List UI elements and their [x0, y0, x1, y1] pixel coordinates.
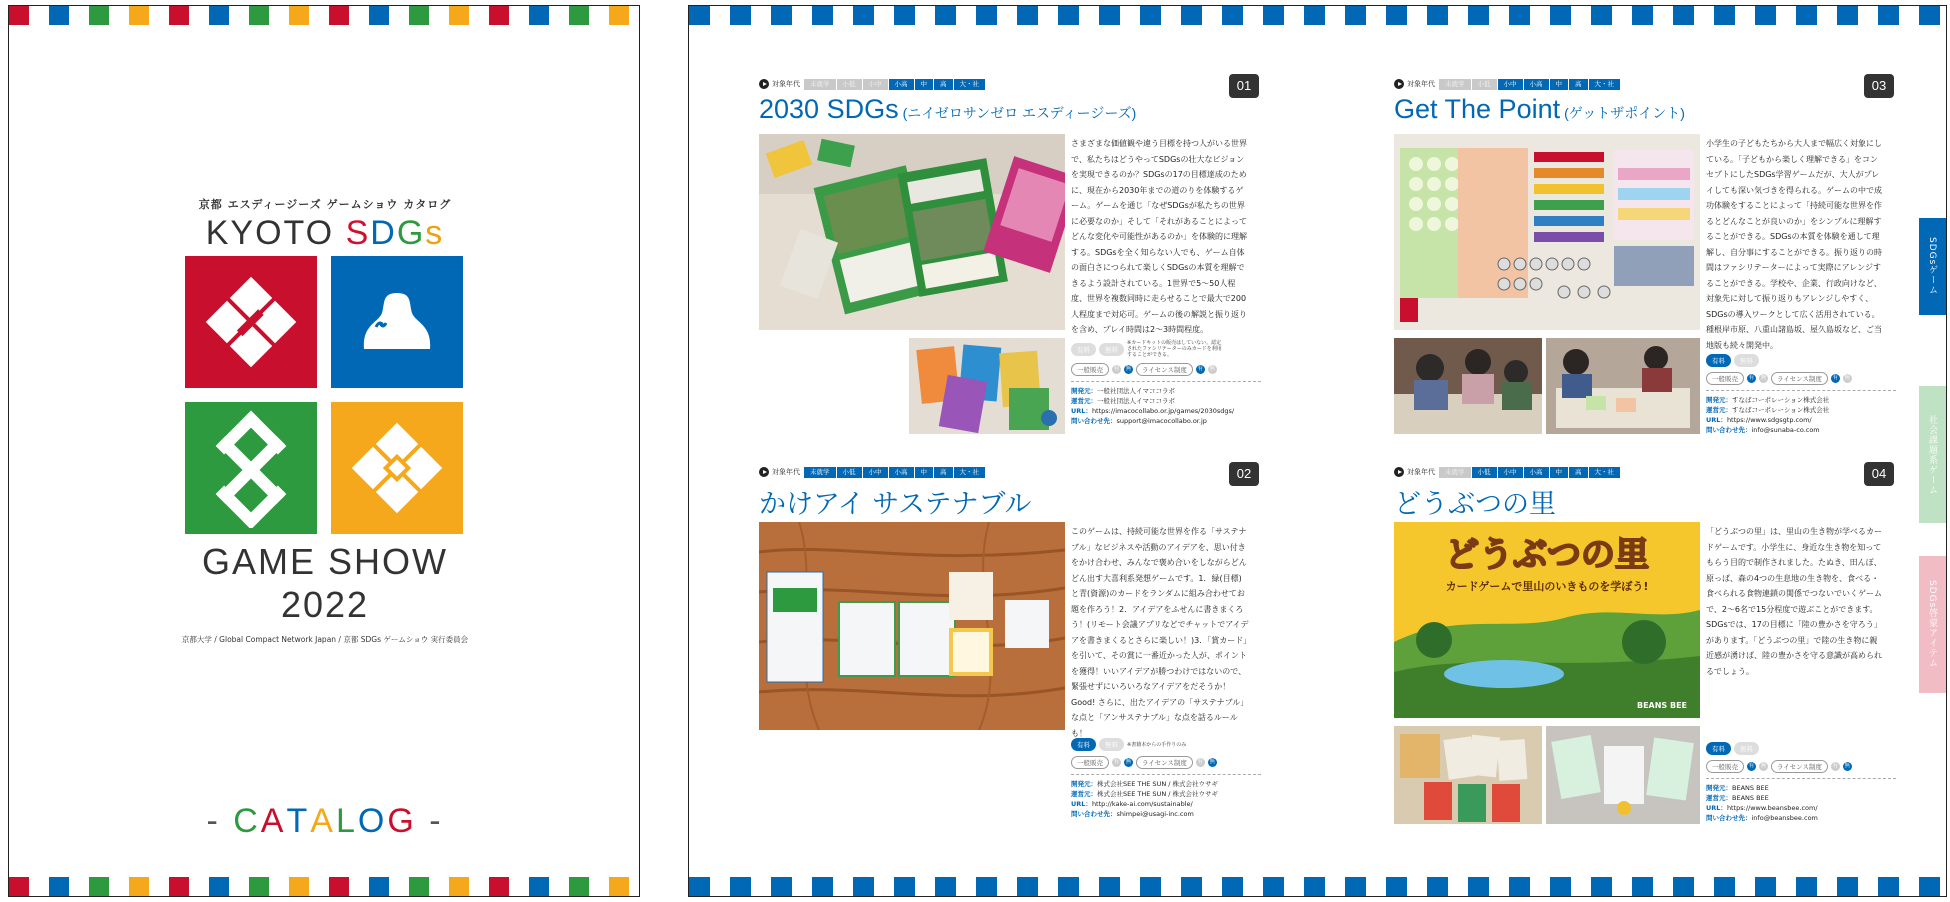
- entry-title: [759, 94, 1136, 125]
- availability-dot: 有: [1113, 366, 1120, 372]
- age-cell: 未就学: [804, 79, 837, 90]
- entry-title-ruby: (ニイゼロサンゼロ エスディージーズ): [902, 105, 1137, 121]
- spread-bottom-stripe: [689, 877, 1946, 896]
- license-dot: 無: [1209, 366, 1216, 372]
- url-key: URL：: [1071, 800, 1092, 808]
- card-deck-on-wood-photo: [759, 522, 1065, 730]
- players-photo-left: [1394, 338, 1542, 434]
- age-cell: 小中: [1498, 79, 1524, 90]
- developer-key: 開発元：: [1071, 780, 1097, 788]
- availability-dot: 無: [1125, 759, 1132, 765]
- license-dot: 有: [1197, 366, 1204, 372]
- availability-dot: 有: [1113, 759, 1120, 765]
- contact-key: 問い合わせ先：: [1706, 814, 1752, 822]
- game-entry-03: [1394, 78, 1894, 448]
- entry-description: 小学生の子どもたちから大人まで幅広く対象にしている。「子どもから楽しく理解できる」をコンセプトにしたSDGs学習ゲームだが、大人がプレイしても深い気づきを得られる。ゲームの中で成功体験をすることによって「持続可能な世界を作るとどんなことが良いのか」をシンプルに理解することができる。SDGsの本質を体験を通して理解し、自分事にすることができる。振り返りの時間はファシリテーターによって実際にアレンジすることができる。学校や、企業、行政向けなど、対象先に対して振り返りもアレンジしやすく、SDGsの導入ワークとして広く活用されている。種根岸市原、八重山諸島坂、屋久島坂など、ご当地版も続々開発中。: [1706, 139, 1882, 350]
- paid-badge: 有料: [1706, 354, 1731, 367]
- entry-title-text: どうぶつの里: [1394, 489, 1556, 519]
- license-dot: 有: [1832, 763, 1839, 769]
- box-art-brand: BEANS BEE: [1636, 701, 1688, 710]
- general-sale-badge: 一般販売: [1071, 363, 1109, 376]
- availability-dot: 無: [1125, 366, 1132, 372]
- developer-value: 一般社団法人イマココラボ: [1097, 387, 1175, 395]
- age-range-bar: [1394, 78, 1621, 90]
- age-range-bar: [1394, 466, 1621, 478]
- age-cell: 小低: [1472, 79, 1498, 90]
- url-link[interactable]: http://kake-ai.com/sustainable/: [1091, 800, 1193, 808]
- contact-email[interactable]: support@imacocollabo.or.jp: [1116, 417, 1207, 425]
- side-tab-sdgs-games[interactable]: SDGsゲーム: [1919, 218, 1946, 315]
- entry-note: ※書籍本からの手作りのみ: [1127, 741, 1187, 748]
- game-photo-cards-on-table: [759, 134, 1065, 330]
- catalog-dash: -: [429, 802, 444, 840]
- age-cell: 小低: [1472, 467, 1498, 478]
- cover-catalog-word: [9, 802, 640, 841]
- operator-value: 一般社団法人イマココラボ: [1097, 397, 1175, 405]
- age-cell: 小中: [863, 467, 889, 478]
- general-sale-badge: 一般販売: [1706, 760, 1744, 773]
- box-art-subtitle: カードゲームで里山のいきものを学ぼう!: [1445, 580, 1649, 593]
- license-dot: 無: [1209, 759, 1216, 765]
- catalog-letter: T: [286, 802, 311, 840]
- developer-key: 開発元：: [1071, 387, 1097, 395]
- entry-number-badge: 01: [1229, 74, 1259, 98]
- age-cell: 中: [1550, 467, 1570, 478]
- cover-year: 2022: [280, 584, 370, 625]
- sdgs-logo-tiles: [185, 256, 463, 534]
- cover-title-letter: G: [396, 214, 426, 252]
- age-cell: 高: [934, 467, 954, 478]
- cover-bottom-stripe: [9, 877, 639, 896]
- info-divider: [1706, 778, 1896, 779]
- cards-photo-left: [1394, 726, 1542, 824]
- license-dot: 無: [1844, 763, 1851, 769]
- age-cell: 大・社: [1589, 79, 1622, 90]
- contact-key: 問い合わせ先：: [1071, 810, 1117, 818]
- developer-value: BEANS BEE: [1732, 784, 1769, 792]
- age-cell: 小中: [1498, 467, 1524, 478]
- entry-info-block: [1071, 738, 1261, 819]
- cover-title-prefix: KYOTO: [205, 214, 346, 252]
- age-cell: 高: [1569, 467, 1589, 478]
- catalog-letter: G: [387, 802, 417, 840]
- entry-title-text: Get The Point: [1394, 94, 1561, 124]
- operator-key: 運営元：: [1706, 406, 1732, 414]
- age-cell: 高: [934, 79, 954, 90]
- license-badge: ライセンス制度: [1136, 756, 1193, 769]
- cards-photo-right: [1546, 726, 1700, 824]
- developer-key: 開発元：: [1706, 784, 1732, 792]
- entry-description: このゲームは、持続可能な世界を作る「サステナブル」なビジネスや活動のアイデアを、思い付きをかけ合わせ、みんなで褒め合いをしながらどんどん出す大喜利系発想ゲームです。1．緑(目標)と青(資源)のカードをランダムに組み合わせてお題を作ろう！2．アイデアをふせんに書きまくろう！(リモート会議アプリなどでチャットでアイデアを書きまくるとさらに楽しい！)3．「賞カード」を引いて、その賞に一番近かった人が、ポイントを獲得！いいアイデアが勝つわけではないので、緊張せずにいろいろなアイデアをだそうか！Good! さらに、出たアイデアの「サステナブル」な点と「アンサステナブル」な点を話るルールも！: [1071, 527, 1249, 738]
- availability-dot: 有: [1748, 375, 1755, 381]
- cover-game-show: GAME SHOW: [201, 541, 448, 582]
- age-cell: 大・社: [1589, 467, 1622, 478]
- catalog-cover-page: [8, 5, 640, 897]
- entry-title-text: 2030 SDGs: [759, 94, 899, 124]
- operator-value: BEANS BEE: [1732, 794, 1769, 802]
- green-lattice-tile-icon: [185, 402, 317, 534]
- license-dot: 有: [1197, 759, 1204, 765]
- spread-top-stripe: [689, 6, 1946, 25]
- age-label: 対象年代: [1407, 468, 1435, 476]
- cover-top-stripe: [9, 6, 639, 25]
- age-cell: 小高: [889, 79, 915, 90]
- entry-number-badge: 04: [1864, 462, 1894, 486]
- license-dot: 有: [1832, 375, 1839, 381]
- entry-number-badge: 03: [1864, 74, 1894, 98]
- availability-dot: 無: [1760, 375, 1767, 381]
- box-art-title: どうぶつの里: [1445, 535, 1649, 575]
- entry-description: 「どうぶつの里」は、里山の生き物が学べるカードゲームです。小学生に、身近な生き物を知ってもらう目的で制作されました。たぬき、田んぼ、原っぱ、森の4つの生息地の生き物を、食べる・食べられる食物連鎖の関係でつないでいくゲームで、2〜6名で15分程度で遊ぶことができます。SDGsでは、17の目標に「陸の豊かさを守ろう」があります。「どうぶつの里」で陸の生き物に親近感が湧けば、陸の豊かさを守る意識が高められるでしょう。: [1706, 527, 1882, 676]
- free-badge: 無料: [1099, 738, 1124, 751]
- game-box-art: [1394, 522, 1700, 718]
- age-cell: 小高: [1524, 79, 1550, 90]
- info-divider: [1071, 381, 1261, 382]
- age-cell: 小高: [1524, 467, 1550, 478]
- age-cell: 大・社: [954, 467, 987, 478]
- side-tab-sdgs-items[interactable]: SDGs啓蒙アイテム: [1919, 556, 1946, 693]
- game-photo-card-spread: [909, 338, 1065, 434]
- entry-info-block: [1071, 340, 1261, 426]
- catalog-letter: A: [260, 802, 287, 840]
- age-cell: 中: [915, 79, 935, 90]
- contact-email[interactable]: shimpei@usagi-inc.com: [1116, 810, 1194, 818]
- entry-title: [1394, 94, 1685, 125]
- cover-organizers: 京都大学 / Global Compact Network Japan / 京都 SDGs ゲームショウ 実行委員会: [181, 635, 469, 644]
- age-label: 対象年代: [772, 80, 800, 88]
- developer-value: 株式会社SEE THE SUN / 株式会社ウサギ: [1097, 780, 1219, 788]
- entry-info-block: [1706, 354, 1896, 435]
- players-photo-right: [1546, 338, 1700, 434]
- yellow-diamond-tile-icon: [331, 402, 463, 534]
- play-icon: [759, 79, 769, 89]
- entry-note: ※カードキットの販売はしていない。認定されたファシリテーターのみカードを利用することができる。: [1127, 340, 1222, 358]
- entry-title: [1394, 482, 1560, 521]
- operator-value: 株式会社SEE THE SUN / 株式会社ウサギ: [1097, 790, 1219, 798]
- info-divider: [1071, 774, 1261, 775]
- contact-key: 問い合わせ先：: [1706, 426, 1752, 434]
- catalog-letter: C: [233, 802, 261, 840]
- catalog-letter: A: [310, 802, 336, 840]
- paid-badge: 有料: [1071, 343, 1096, 356]
- url-link[interactable]: https://imacocollabo.or.jp/games/2030sdgs/: [1091, 407, 1235, 415]
- entry-info-block: [1706, 742, 1896, 823]
- game-entry-04: [1394, 466, 1894, 836]
- catalog-letter: O: [357, 802, 388, 840]
- free-badge: 無料: [1734, 354, 1759, 367]
- license-badge: ライセンス制度: [1771, 372, 1828, 385]
- cover-subtitle: 京都 エスディージーズ ゲームショウ カタログ: [198, 198, 452, 211]
- availability-dot: 有: [1748, 763, 1755, 769]
- age-cell: 未就学: [1439, 79, 1472, 90]
- url-key: URL：: [1706, 416, 1727, 424]
- contact-key: 問い合わせ先：: [1071, 417, 1117, 425]
- game-board-photo: [1394, 134, 1700, 330]
- entry-title-text: かけアイ サステナブル: [759, 489, 1032, 519]
- age-cell: 小低: [837, 79, 863, 90]
- side-tab-social-issue-games[interactable]: 社会課題系ゲーム: [1919, 386, 1946, 523]
- contact-email[interactable]: info@sunaba-co.com: [1751, 426, 1820, 434]
- age-label: 対象年代: [1407, 80, 1435, 88]
- cover-title: [9, 214, 640, 253]
- operator-key: 運営元：: [1706, 794, 1732, 802]
- entry-description: さまざまな価値観や違う目標を持つ人がいる世界で、私たちはどうやってSDGsの壮大なビジョンを実現できるのか？SDGsの17の目標達成のために、現在から2030年までの道のりを体験するゲーム。ゲームを通じ「なぜSDGsが私たちの世界に必要なのか」そして「それがあることによってどんな変化や可能性があるのか」を体験的に理解する。SDGsを全く知らない人でも、ゲーム自体の面白さにつられて楽しくSDGsの本質を理解できるよう設計されている。1世界で5〜50人程度、世界を複数同時に走らせることで最大で200人程度まで対応可。ゲームの後の解説と振り返りを含め、プレイ時間は2〜3時間程度。: [1071, 139, 1247, 334]
- age-cell: 小低: [837, 467, 863, 478]
- free-badge: 無料: [1734, 742, 1759, 755]
- age-cell: 小中: [863, 79, 889, 90]
- age-cell: 小高: [889, 467, 915, 478]
- age-range-bar: [759, 466, 986, 478]
- entry-title-ruby: (ゲットザポイント): [1564, 105, 1685, 121]
- contact-email[interactable]: info@beansbee.com: [1751, 814, 1818, 822]
- catalog-dash: -: [206, 802, 221, 840]
- age-cell: 大・社: [954, 79, 987, 90]
- entry-title: [759, 482, 1035, 521]
- catalog-spread-page: [688, 5, 1947, 897]
- age-cell: 未就学: [1439, 467, 1472, 478]
- info-divider: [1706, 390, 1896, 391]
- game-entry-01: [759, 78, 1259, 448]
- paid-badge: 有料: [1706, 742, 1731, 755]
- play-icon: [1394, 79, 1404, 89]
- license-badge: ライセンス制度: [1136, 363, 1193, 376]
- age-range-bar: [759, 78, 986, 90]
- operator-key: 運営元：: [1071, 397, 1097, 405]
- cover-title-letter: S: [345, 214, 371, 252]
- play-icon: [1394, 467, 1404, 477]
- operator-value: すなばコーポレーション株式会社: [1732, 406, 1830, 414]
- free-badge: 無料: [1099, 343, 1124, 356]
- url-key: URL：: [1706, 804, 1727, 812]
- entry-number-badge: 02: [1229, 462, 1259, 486]
- game-entry-02: [759, 466, 1259, 836]
- age-cell: 中: [915, 467, 935, 478]
- license-dot: 無: [1844, 375, 1851, 381]
- operator-key: 運営元：: [1071, 790, 1097, 798]
- cover-title-letter: D: [370, 214, 397, 252]
- general-sale-badge: 一般販売: [1706, 372, 1744, 385]
- red-diamond-tile-icon: [185, 256, 317, 388]
- age-cell: 中: [1550, 79, 1570, 90]
- fuji-cloud-tile-icon: [331, 256, 463, 388]
- cover-title-letter: s: [425, 214, 445, 252]
- license-badge: ライセンス制度: [1771, 760, 1828, 773]
- url-key: URL：: [1071, 407, 1092, 415]
- url-link[interactable]: https://www.beansbee.com/: [1726, 804, 1818, 812]
- age-label: 対象年代: [772, 468, 800, 476]
- age-cell: 高: [1569, 79, 1589, 90]
- paid-badge: 有料: [1071, 738, 1096, 751]
- developer-key: 開発元：: [1706, 396, 1732, 404]
- play-icon: [759, 467, 769, 477]
- url-link[interactable]: https://www.sdgsgtp.com/: [1726, 416, 1812, 424]
- developer-value: すなばコーポレーション株式会社: [1732, 396, 1830, 404]
- age-cell: 未就学: [804, 467, 837, 478]
- catalog-letter: L: [335, 802, 358, 840]
- general-sale-badge: 一般販売: [1071, 756, 1109, 769]
- availability-dot: 無: [1760, 763, 1767, 769]
